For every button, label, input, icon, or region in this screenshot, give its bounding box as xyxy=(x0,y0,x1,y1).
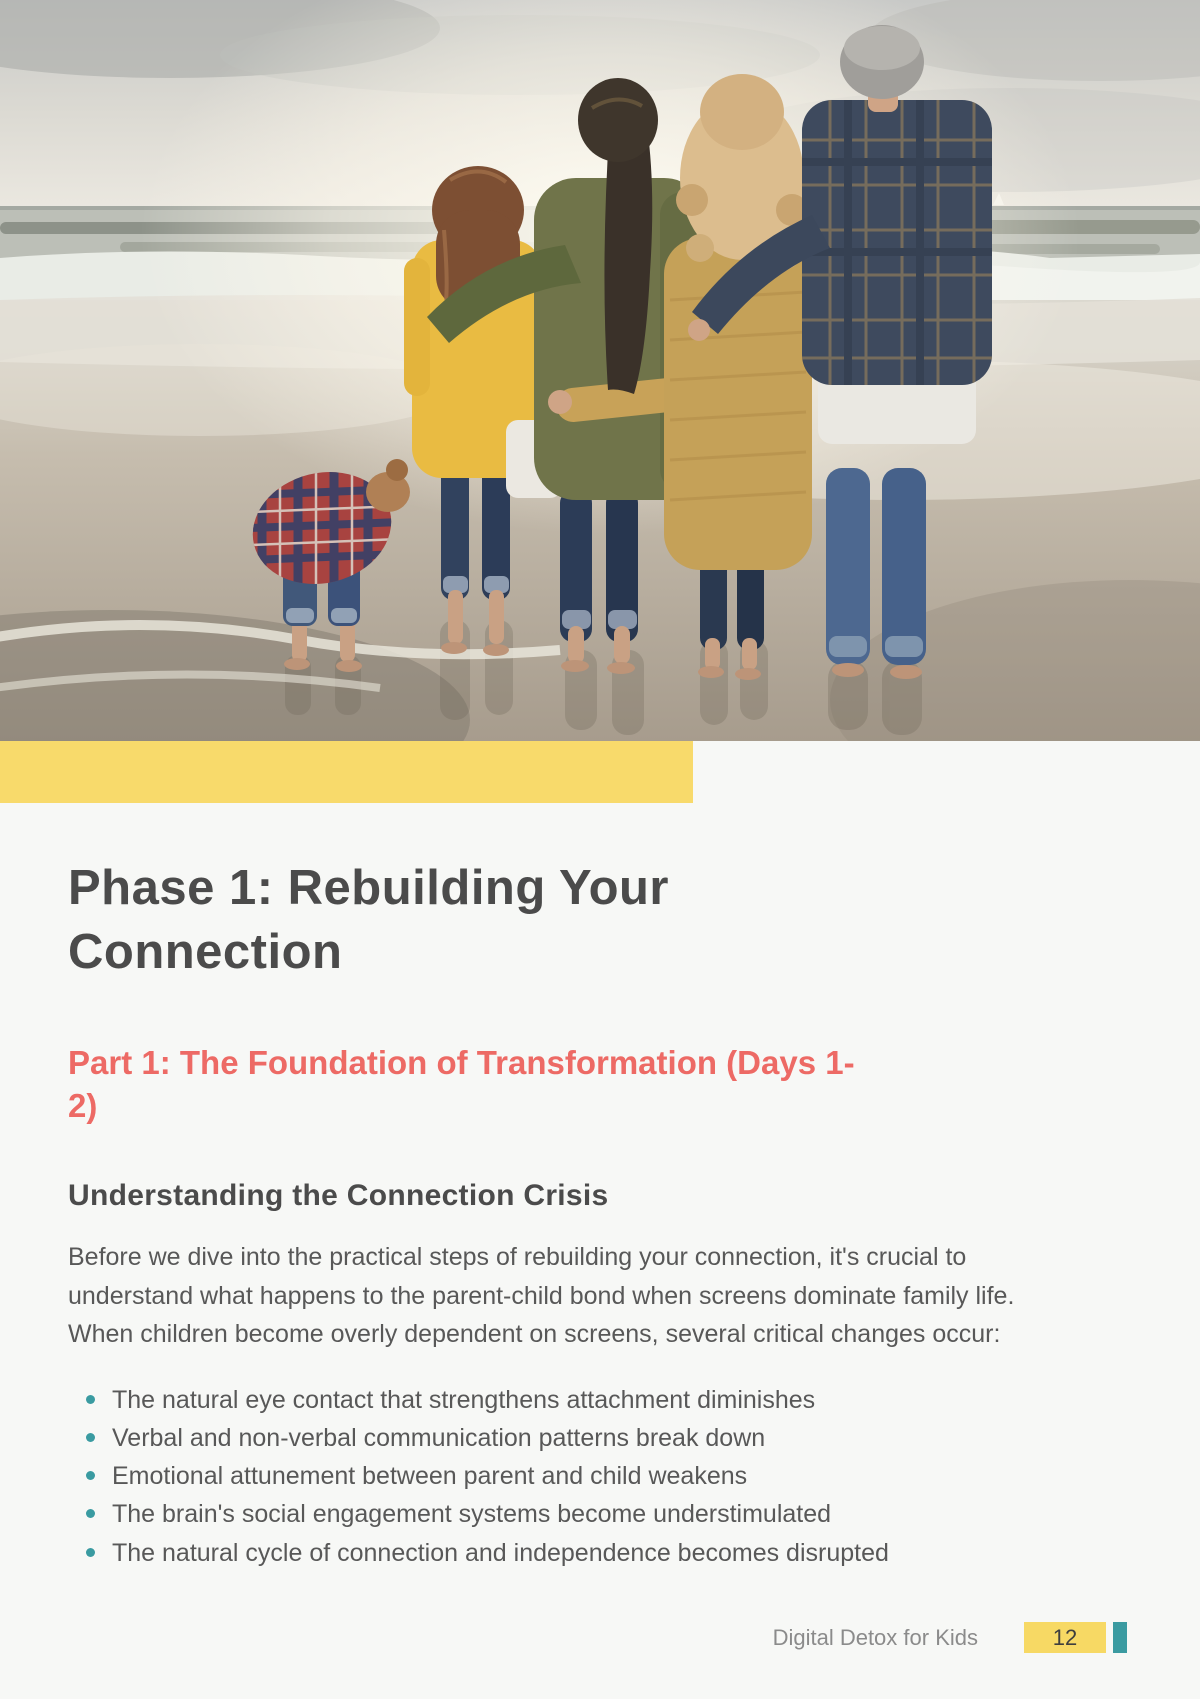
part-heading-line-1: Part 1: The Foundation of Transformation (Days 1- xyxy=(68,1044,855,1082)
family-beach-photo xyxy=(0,0,1200,741)
family-beach-photo-svg xyxy=(0,0,1200,741)
page-title xyxy=(68,857,1132,984)
part-heading xyxy=(68,1042,1132,1128)
yellow-accent-bar xyxy=(0,741,693,803)
page-content xyxy=(0,803,1200,1573)
footer-accent-chip xyxy=(1113,1622,1127,1653)
section-heading: Understanding the Connection Crisis xyxy=(68,1179,609,1213)
intro-paragraph: Before we dive into the practical steps of rebuilding your connection, it's crucial to understand what happens to the parent-child bond when screens dominate family life. When children become overly dependent on screens, several critical changes occur: xyxy=(68,1243,1015,1349)
footer-book-title: Digital Detox for Kids xyxy=(772,1624,978,1650)
page-title-line-2: Connection xyxy=(68,924,343,979)
page-number-badge: 12 xyxy=(1024,1622,1106,1653)
list-item: Verbal and non-verbal communication patterns break down xyxy=(68,1420,1112,1456)
page-title-line-1: Phase 1: Rebuilding Your xyxy=(68,861,670,915)
list-item: The brain's social engagement systems become understimulated xyxy=(68,1496,1112,1532)
list-item: Emotional attunement between parent and child weakens xyxy=(68,1458,1112,1494)
page-footer xyxy=(773,1622,1127,1653)
changes-list xyxy=(68,1382,1132,1571)
list-item: The natural cycle of connection and independence becomes disrupted xyxy=(68,1535,1112,1571)
list-item: The natural eye contact that strengthens attachment diminishes xyxy=(68,1382,1112,1418)
part-heading-line-2: 2) xyxy=(68,1087,98,1125)
